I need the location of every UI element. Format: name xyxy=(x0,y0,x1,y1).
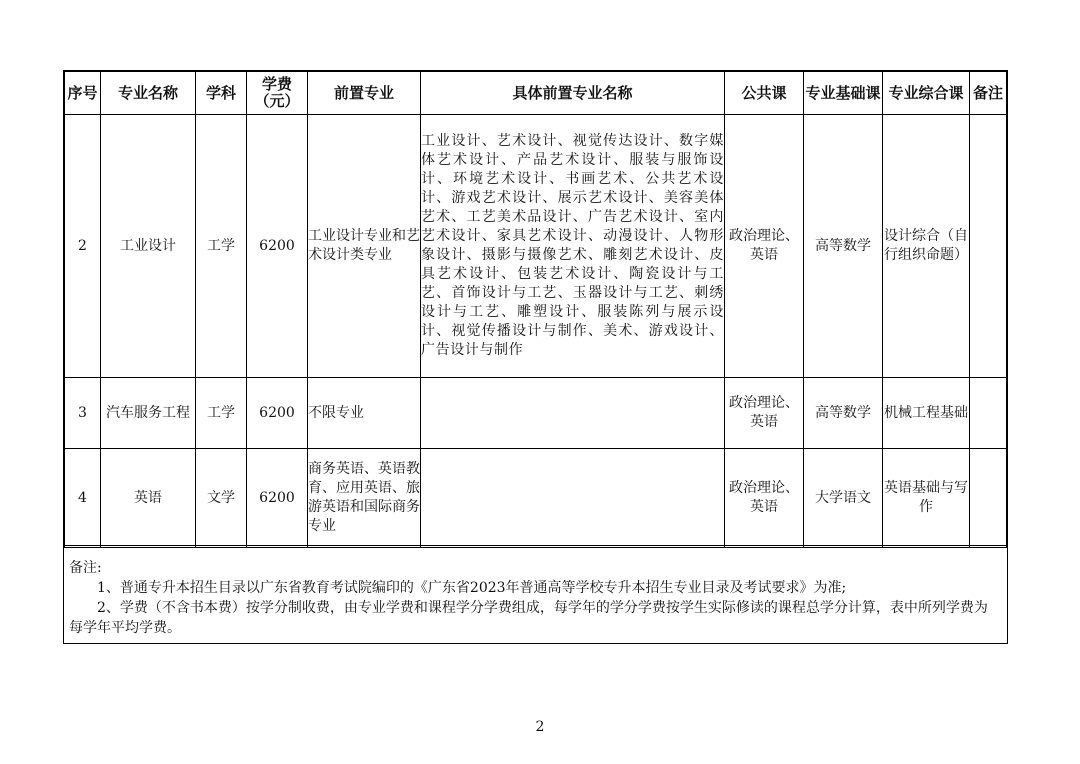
notes-section xyxy=(64,545,1006,643)
row-fee: 6200 xyxy=(247,115,308,378)
header-basic: 专业基础课 xyxy=(804,72,883,115)
header-public: 公共课 xyxy=(725,72,804,115)
header-fee: 学费（元） xyxy=(247,72,308,115)
row-detail: 工业设计、艺术设计、视觉传达设计、数字媒体艺术设计、产品艺术设计、服装与服饰设计、环境艺术设计、书画艺术、公共艺术设计、游戏艺术设计、展示艺术设计、美容美体艺术、工艺美术品设计、广告艺术设计、室内艺术设计、家具艺术设计、动漫设计、人物形象设计、摄影与摄像艺术、雕刻艺术设计、皮具艺术设计、包装艺术设计、陶瓷设计与工艺、首饰设计与工艺、玉器设计与工艺、刺绣设计与工艺、雕塑设计、服装陈列与展示设计、视觉传播设计与制作、美术、游戏设计、广告设计与制作 xyxy=(421,115,725,378)
header-no: 序号 xyxy=(65,72,101,115)
row-remark xyxy=(970,449,1007,548)
row-remark xyxy=(970,115,1007,378)
row-subject: 工学 xyxy=(196,115,247,378)
row-fee: 6200 xyxy=(247,449,308,548)
row-public: 政治理论、英语 xyxy=(725,449,804,548)
note-item: 2、学费（不含书本费）按学分制收费，由专业学费和课程学分学费组成，每学年的学分学费按学生实际修读的课程总学分计算，表中所列学费为每学年平均学费。 xyxy=(69,600,988,636)
row-no: 2 xyxy=(65,115,101,378)
table-row xyxy=(65,115,1007,378)
header-major: 专业名称 xyxy=(101,72,196,115)
row-fee: 6200 xyxy=(247,378,308,449)
page-number: 2 xyxy=(535,719,545,735)
row-comprehensive: 英语基础与写作 xyxy=(883,449,970,548)
row-public: 政治理论、英语 xyxy=(725,115,804,378)
table-row xyxy=(65,449,1007,548)
row-major: 工业设计 xyxy=(101,115,196,378)
row-no: 3 xyxy=(65,378,101,449)
row-basic: 高等数学 xyxy=(804,115,883,378)
notes-title: 备注: xyxy=(69,560,102,576)
header-subject: 学科 xyxy=(196,72,247,115)
row-major: 英语 xyxy=(101,449,196,548)
row-basic: 高等数学 xyxy=(804,378,883,449)
admission-table-sheet xyxy=(63,70,1008,644)
header-detail: 具体前置专业名称 xyxy=(421,72,725,115)
table-header-row xyxy=(65,72,1007,115)
row-subject: 工学 xyxy=(196,378,247,449)
header-prereq: 前置专业 xyxy=(308,72,421,115)
table-row xyxy=(65,378,1007,449)
admission-table xyxy=(64,71,1007,548)
row-detail xyxy=(421,449,725,548)
row-public: 政治理论、英语 xyxy=(725,378,804,449)
row-major: 汽车服务工程 xyxy=(101,378,196,449)
note-item: 1、普通专升本招生目录以广东省教育考试院编印的《广东省2023年普通高等学校专升本招生专业目录及考试要求》为准; xyxy=(97,580,847,596)
row-remark xyxy=(970,378,1007,449)
row-subject: 文学 xyxy=(196,449,247,548)
header-remark: 备注 xyxy=(970,72,1007,115)
row-detail xyxy=(421,378,725,449)
row-basic: 大学语文 xyxy=(804,449,883,548)
row-comprehensive: 设计综合（自行组织命题） xyxy=(883,115,970,378)
row-no: 4 xyxy=(65,449,101,548)
row-comprehensive: 机械工程基础 xyxy=(883,378,970,449)
header-comprehensive: 专业综合课 xyxy=(883,72,970,115)
row-prereq: 商务英语、英语教育、应用英语、旅游英语和国际商务专业 xyxy=(308,449,421,548)
row-prereq: 工业设计专业和艺术设计类专业 xyxy=(308,115,421,378)
row-prereq: 不限专业 xyxy=(308,378,421,449)
